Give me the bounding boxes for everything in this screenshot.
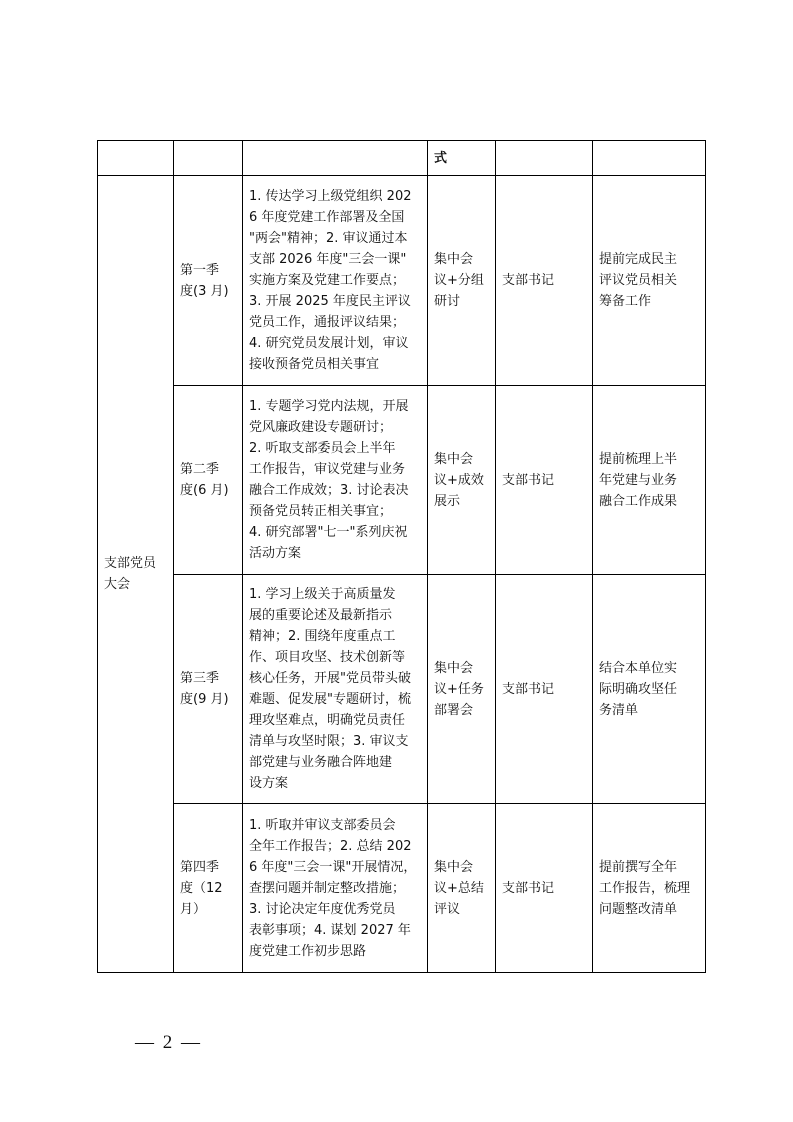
- note-cell: 提前梳理上半 年党建与业务 融合工作成果: [593, 386, 706, 575]
- form-cell: 集中会 议+任务 部署会: [428, 575, 496, 804]
- header-continuation-row: [98, 141, 706, 176]
- owner-cell: 支部书记: [496, 804, 593, 973]
- note-cell: 提前完成民主 评议党员相关 筹备工作: [593, 176, 706, 386]
- table-row: [98, 804, 706, 973]
- form-cell: 集中会 议+总结 评议: [428, 804, 496, 973]
- content-cell: 1. 听取并审议支部委员会 全年工作报告；2. 总结 202 6 年度"三会一课"开展情况， 查摆问题并制定整改措施； 3. 讨论决定年度优秀党员 表彰事项；4. 谋划 2027 年 度党建工作初步思路: [243, 804, 428, 973]
- time-cell: 第一季 度(3 月): [174, 176, 243, 386]
- table-row: [98, 386, 706, 575]
- form-cell: 集中会 议+分组 研讨: [428, 176, 496, 386]
- owner-cell: 支部书记: [496, 386, 593, 575]
- meeting-type-cell: 支部党员 大会: [98, 176, 174, 973]
- time-cell: 第二季 度(6 月): [174, 386, 243, 575]
- time-cell: 第四季 度（12 月）: [174, 804, 243, 973]
- meeting-plan-table: [97, 140, 706, 973]
- page-number: — 2 —: [135, 1032, 202, 1053]
- content-cell: 1. 传达学习上级党组织 202 6 年度党建工作部署及全国 "两会"精神；2. 审议通过本 支部 2026 年度"三会一课" 实施方案及党建工作要点； 3. 开展 2025 年度民主评议 党员工作，通报评议结果； 4. 研究党员发展计划，审议 接收预备党员相关事宜: [243, 176, 428, 386]
- note-cell: 提前撰写全年 工作报告，梳理 问题整改清单: [593, 804, 706, 973]
- owner-cell: 支部书记: [496, 575, 593, 804]
- time-cell: 第三季 度(9 月): [174, 575, 243, 804]
- note-cell: 结合本单位实 际明确攻坚任 务清单: [593, 575, 706, 804]
- content-cell: 1. 学习上级关于高质量发 展的重要论述及最新指示 精神；2. 围绕年度重点工 作、项目攻坚、技术创新等 核心任务，开展"党员带头破 难题、促发展"专题研讨，梳 理攻坚难点，明确党员责任 清单与攻坚时限；3. 审议支 部党建与业务融合阵地建 设方案: [243, 575, 428, 804]
- header-form-fragment: 式: [428, 141, 496, 176]
- owner-cell: 支部书记: [496, 176, 593, 386]
- content-cell: 1. 专题学习党内法规，开展 党风廉政建设专题研讨； 2. 听取支部委员会上半年 工作报告，审议党建与业务 融合工作成效；3. 讨论表决 预备党员转正相关事宜； 4. 研究部署"七一"系列庆祝 活动方案: [243, 386, 428, 575]
- table-row: [98, 575, 706, 804]
- table-row: [98, 176, 706, 386]
- form-cell: 集中会 议+成效 展示: [428, 386, 496, 575]
